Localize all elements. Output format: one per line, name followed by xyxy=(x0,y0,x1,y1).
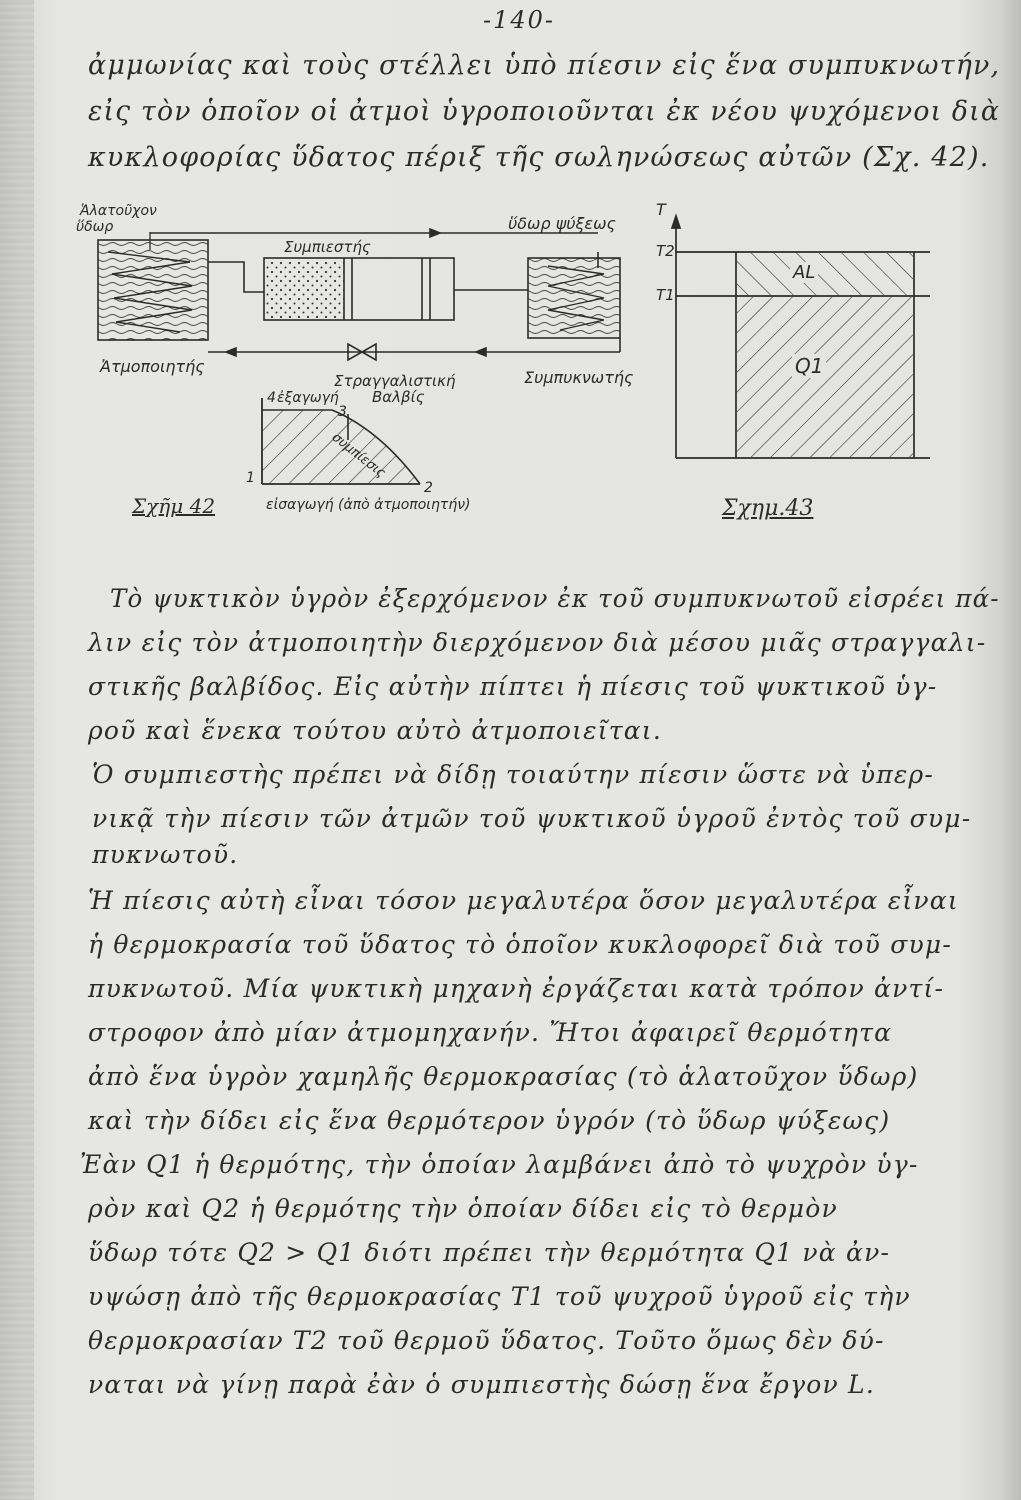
label-T1: T1 xyxy=(656,286,675,304)
label-condenser: Συμπυκνωτής xyxy=(524,368,634,387)
intro-line: ἀμμωνίας καὶ τοὺς στέλλει ὑπὸ πίεσιν εἰς ἕνα συμπυκνωτήν, xyxy=(88,50,1001,81)
body-line: Ὁ συμπιεστὴς πρέπει νὰ δίδῃ τοιαύτην πίεσιν ὥστε νὰ ὑπερ- xyxy=(92,760,935,789)
body-line: νικᾷ τὴν πίεσιν τῶν ἀτμῶν τοῦ ψυκτικοῦ ὑγροῦ ἐντὸς τοῦ συμ- xyxy=(92,804,972,833)
label-evaporator: Ἀτμοποιητής xyxy=(100,357,205,376)
region-label-Q1: Q1 xyxy=(792,354,826,378)
intro-line: κυκλοφορίας ὕδατος πέριξ τῆς σωληνώσεως αὐτῶν (Σχ. 42). xyxy=(88,142,990,173)
point-4: 4 xyxy=(267,390,276,406)
body-line: πυκνωτοῦ. Μία ψυκτικὴ μηχανὴ ἐργάζεται κατὰ τρόπον ἀντί- xyxy=(88,974,945,1003)
point-3: 3 xyxy=(338,404,347,420)
evaporator-tank xyxy=(98,232,208,340)
label-cooling-water: ὕδωρ ψύξεως xyxy=(508,214,616,233)
label-brine: Ἁλατοῦχον xyxy=(80,203,157,219)
body-line: Ἡ πίεσις αὐτὴ εἶναι τόσον μεγαλυτέρα ὅσον μεγαλυτέρα εἶναι xyxy=(88,886,959,915)
axis-label-T: T xyxy=(656,200,666,219)
figure-43-caption: Σχημ.43 xyxy=(722,496,814,521)
label-compression: συμπίεσις xyxy=(328,430,389,481)
label-exhaust: ἐξαγωγή xyxy=(277,390,339,406)
region-label-AL: AL xyxy=(790,262,818,283)
intro-line: εἰς τὸν ὁποῖον οἱ ἀτμοὶ ὑγροποιοῦνται ἐκ νέου ψυχόμενοι διὰ xyxy=(88,96,1001,127)
label-T2: T2 xyxy=(656,242,675,260)
label-intake: εἰσαγωγή (ἀπὸ ἀτμοποιητήν) xyxy=(266,497,471,513)
body-line: ὕδωρ τότε Q2 > Q1 διότι πρέπει τὴν θερμότητα Q1 νὰ ἀν- xyxy=(88,1238,891,1267)
body-line: πυκνωτοῦ. xyxy=(92,840,239,869)
label-compressor: Συμπιεστής xyxy=(284,238,371,256)
label-throttle-valve-2: Βαλβίς xyxy=(372,388,425,406)
figure-42-caption: Σχῆμ 42 xyxy=(132,494,216,518)
body-line: καὶ τὴν δίδει εἰς ἕνα θερμότερον ὑγρόν (τὸ ὕδωρ ψύξεως) xyxy=(88,1106,891,1135)
body-line: θερμοκρασίαν T2 τοῦ θερμοῦ ὕδατος. Τοῦτο ὅμως δὲν δύ- xyxy=(88,1326,885,1355)
body-line: λιν εἰς τὸν ἀτμοποιητὴν διερχόμενον διὰ μέσου μιᾶς στραγγαλι- xyxy=(88,628,987,657)
body-line: ἡ θερμοκρασία τοῦ ὕδατος τὸ ὁποῖον κυκλοφορεῖ διὰ τοῦ συμ- xyxy=(88,930,952,959)
body-line: ρὸν καὶ Q2 ἡ θερμότης τὴν ὁποίαν δίδει εἰς τὸ θερμὸν xyxy=(88,1194,838,1223)
label-throttle-valve-1: Στραγγαλιστική xyxy=(334,372,456,390)
body-line: Ἐὰν Q1 ἡ θερμότης, τὴν ὁποίαν λαμβάνει ἀπὸ τὸ ψυχρὸν ὑγ- xyxy=(80,1150,919,1179)
body-line: ροῦ καὶ ἕνεκα τούτου αὐτὸ ἀτμοποιεῖται. xyxy=(88,716,662,745)
body-line: υψώσῃ ἀπὸ τῆς θερμοκρασίας T1 τοῦ ψυχροῦ ὑγροῦ εἰς τὴν xyxy=(88,1282,911,1311)
point-2: 2 xyxy=(424,480,433,496)
body-line: Τὸ ψυκτικὸν ὑγρὸν ἐξερχόμενον ἐκ τοῦ συμπυκνωτοῦ εἰσρέει πά- xyxy=(110,584,1000,613)
body-line: ναται νὰ γίνῃ παρὰ ἐὰν ὁ συμπιεστὴς δώσῃ ἕνα ἔργον L. xyxy=(88,1370,875,1399)
condenser-tank xyxy=(528,252,620,338)
figure-43 xyxy=(672,216,930,458)
compressor xyxy=(264,258,454,320)
point-1: 1 xyxy=(246,470,255,486)
body-line: ἀπὸ ἕνα ὑγρὸν χαμηλῆς θερμοκρασίας (τὸ ἁλατοῦχον ὕδωρ) xyxy=(88,1062,919,1091)
body-line: στικῆς βαλβίδος. Εἰς αὐτὴν πίπτει ἡ πίεσις τοῦ ψυκτικοῦ ὑγ- xyxy=(88,672,938,701)
label-water: ὕδωρ xyxy=(76,219,114,235)
body-line: στροφον ἀπὸ μίαν ἀτμομηχανήν. Ἤτοι ἀφαιρεῖ θερμότητα xyxy=(88,1018,893,1047)
page-number: -140- xyxy=(483,6,556,34)
